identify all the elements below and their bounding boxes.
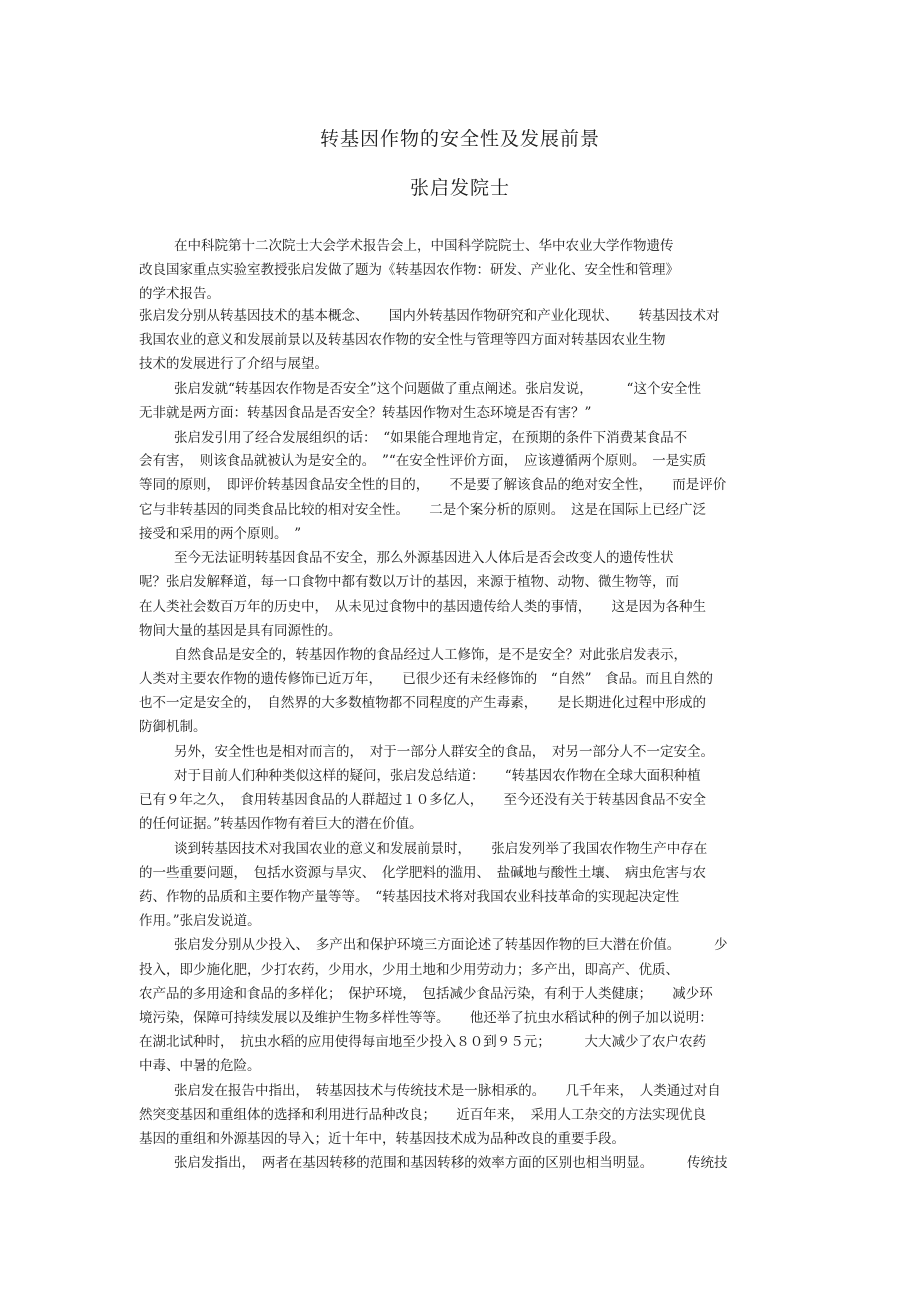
text-line: 对于目前人们种种类似这样的疑问，张启发总结道： “转基因农作物在全球大面积种植 <box>174 768 701 784</box>
text-line: 张启发就“转基因农作物是否安全”这个问题做了重点阐述。张启发说， “这个安全性 <box>174 381 701 397</box>
text-line: 作用。”张启发说道。 <box>139 913 261 929</box>
text-line: 我国农业的意义和发展前景以及转基因农作物的安全性与管理等四方面对转基因农业生物 <box>139 332 666 348</box>
text-line: 接受和采用的两个原则。 ” <box>139 526 302 542</box>
text-line: 的学术报告。 <box>139 286 220 302</box>
text-line: 张启发分别从少投入、 多产出和保护环境三方面论述了转基因作物的巨大潜在价值。 少 <box>174 937 728 953</box>
text-line: 在人类社会数百万年的历史中， 从未见过食物中的基因遗传给人类的事情， 这是因为各种生 <box>139 599 706 615</box>
text-line: 然突变基因和重组体的选择和利用进行品种改良； 近百年来， 采用人工杂交的方法实现优良 <box>139 1107 706 1123</box>
text-line: 至今无法证明转基因食品不安全，那么外源基因进入人体后是否会改变人的遗传性状 <box>174 550 674 566</box>
text-line: 药、作物的品质和主要作物产量等等。 “转基因技术将对我国农业科技革命的实现起决定性 <box>139 889 680 905</box>
text-line: 等同的原则， 即评价转基因食品安全性的目的， 不是要了解该食品的绝对安全性， 而是评价 <box>139 477 727 493</box>
text-line: 农产品的多用途和食品的多样化； 保护环境， 包括减少食品污染，有利于人类健康； 减少环 <box>139 986 713 1002</box>
text-line: 中毒、中暑的危险。 <box>139 1058 261 1074</box>
text-line: 人类对主要农作物的遗传修饰已近万年， 已很少还有未经修饰的 “自然” 食品。而且自然的 <box>139 671 714 687</box>
text-line: 呢？张启发解释道，每一口食物中都有数以万计的基因，来源于植物、动物、微生物等，而 <box>139 574 679 590</box>
text-line: 也不一定是安全的， 自然界的大多数植物都不同程度的产生毒素， 是长期进化过程中形成的 <box>139 695 706 711</box>
text-line: 改良国家重点实验室教授张启发做了题为《转基因农作物：研发、产业化、安全性和管理》 <box>139 262 679 278</box>
text-line: 物间大量的基因是具有同源性的。 <box>139 623 342 639</box>
document-author: 张启发院士 <box>409 177 510 199</box>
text-line: 自然食品是安全的，转基因作物的食品经过人工修饰，是不是安全？对此张启发表示， <box>174 647 687 663</box>
text-line: 谈到转基因技术对我国农业的意义和发展前景时， 张启发列举了我国农作物生产中存在 <box>174 841 708 857</box>
text-line: 另外，安全性也是相对而言的， 对于一部分人群安全的食品， 对另一部分人不一定安全。 <box>174 744 714 760</box>
text-line: 它与非转基因的同类食品比较的相对安全性。 二是个案分析的原则。 这是在国际上已经广泛 <box>139 502 706 518</box>
text-line: 无非就是两方面：转基因食品是否安全？转基因作物对生态环境是否有害？” <box>139 405 592 421</box>
text-line: 张启发指出， 两者在基因转移的范围和基因转移的效率方面的区别也相当明显。 传统技 <box>174 1155 728 1171</box>
text-line: 防御机制。 <box>139 719 207 735</box>
text-line: 投入，即少施化肥，少打农药，少用水，少用土地和少用劳动力；多产出，即高产、优质、 <box>139 962 679 978</box>
text-line: 张启发在报告中指出， 转基因技术与传统技术是一脉相承的。 几千年来， 人类通过对自 <box>174 1083 721 1099</box>
text-line: 技术的发展进行了介绍与展望。 <box>139 356 328 372</box>
text-line: 在湖北试种时， 抗虫水稻的应用使得每亩地至少投入８０到９５元； 大大减少了农户农药 <box>139 1034 706 1050</box>
text-line: 张启发分别从转基因技术的基本概念、 国内外转基因作物研究和产业化现状、 转基因技术对 <box>139 308 720 324</box>
text-line: 基因的重组和外源基因的导入；近十年中，转基因技术成为品种改良的重要手段。 <box>139 1131 625 1147</box>
text-line: 张启发引用了经合发展组织的话： “如果能合理地肯定，在预期的条件下消费某食品不 <box>174 430 688 446</box>
text-line: 已有９年之久， 食用转基因食品的人群超过１０多亿人， 至今还没有关于转基因食品不安全 <box>139 792 706 808</box>
text-line: 的任何证据。”转基因作物有着巨大的潜在价值。 <box>139 816 423 832</box>
text-line: 的一些重要问题， 包括水资源与旱灾、 化学肥料的滥用、 盐碱地与酸性土壤、 病虫危害与农 <box>139 865 706 881</box>
text-line: 会有害， 则该食品就被认为是安全的。 ”“在安全性评价方面， 应该遵循两个原则。 一是实质 <box>139 453 707 469</box>
text-line: 境污染，保障可持续发展以及维护生物多样性等等。 他还举了抗虫水稻试种的例子加以说明： <box>139 1010 713 1026</box>
text-line: 在中科院第十二次院士大会学术报告会上，中国科学院院士、华中农业大学作物遗传 <box>174 238 674 254</box>
document-title: 转基因作物的安全性及发展前景 <box>319 128 600 150</box>
